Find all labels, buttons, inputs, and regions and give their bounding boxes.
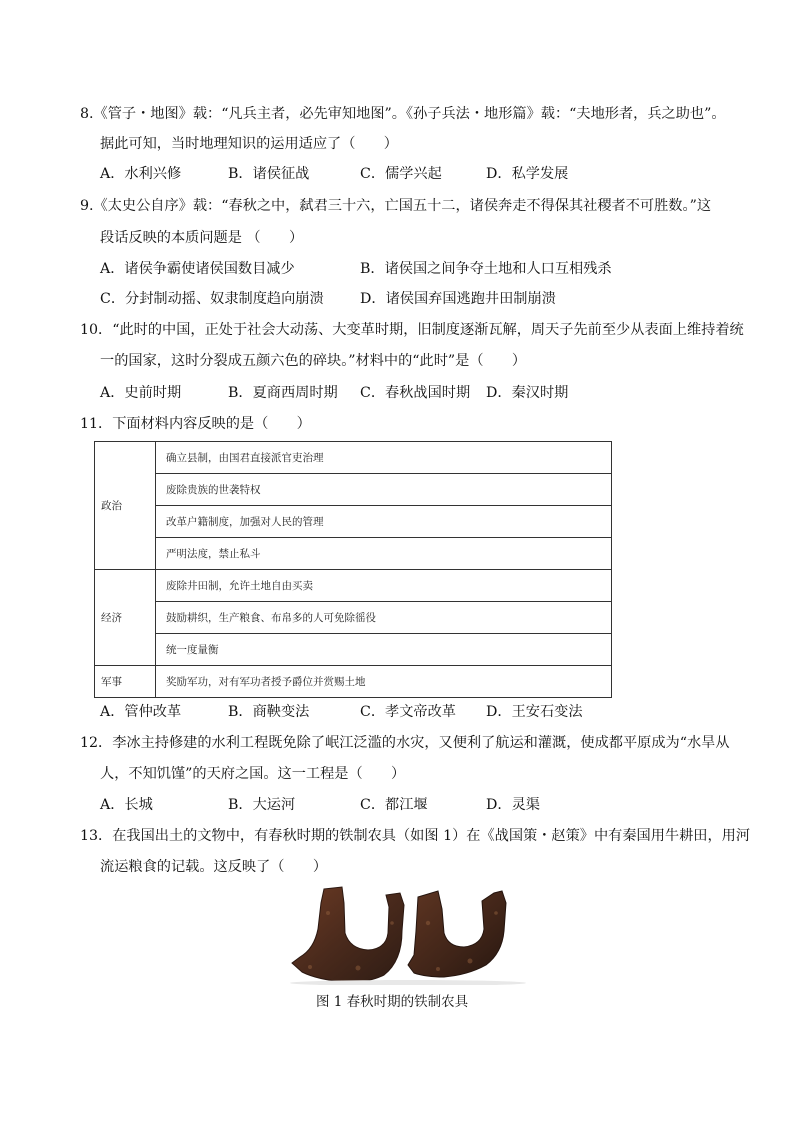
q9-stem-line2: 段话反映的本质问题是 （ ） [100, 230, 304, 246]
table-row [95, 634, 612, 666]
economy-item: 鼓励耕织，生产粮食、布帛多的人可免除徭役 [156, 602, 612, 634]
q9-option-a: A．诸侯争霸使诸侯国数目减少 [100, 261, 295, 277]
q9-option-d: D．诸侯国弃国逃跑井田制崩溃 [360, 291, 556, 307]
q12-stem-line1: 12．李冰主持修建的水利工程既免除了岷江泛滥的水灾，又便利了航运和灌溉，使成都平原成为“水旱从 [80, 735, 730, 751]
table-row [95, 602, 612, 634]
politics-category: 政治 [95, 442, 156, 570]
military-category: 军事 [95, 666, 156, 698]
politics-item: 废除贵族的世袭特权 [156, 474, 612, 506]
table-row [95, 474, 612, 506]
q12-stem-line2: 人，不知饥馑”的天府之国。这一工程是（ ） [100, 766, 406, 782]
reform-material-table [94, 441, 612, 698]
q11-option-a: A．管仲改革 [100, 704, 182, 720]
military-item: 奖励军功，对有军功者授予爵位并赏赐土地 [156, 666, 612, 698]
q9-stem-line1: 9.《太史公自序》载：“春秋之中，弑君三十六，亡国五十二，诸侯奔走不得保其社稷者不可胜数。”这 [80, 198, 712, 214]
economy-item: 统一度量衡 [156, 634, 612, 666]
economy-item: 废除井田制，允许土地自由买卖 [156, 570, 612, 602]
q9-option-c: C．分封制动摇、奴隶制度趋向崩溃 [100, 291, 324, 307]
iron-farm-tools-photo [288, 883, 532, 985]
table-row [95, 570, 612, 602]
q10-stem-line1: 10．“此时的中国，正处于社会大动荡、大变革时期，旧制度逐渐瓦解，周天子先前至少从表面上维持着统 [80, 322, 744, 338]
q11-option-b: B．商鞅变法 [228, 704, 310, 720]
q8-stem-line1: 8.《管子・地图》载：“凡兵主者，必先审知地图”。《孙子兵法・地形篇》载：“夫地形者，兵之助也”。 [80, 106, 726, 122]
economy-category: 经济 [95, 570, 156, 666]
q8-option-d: D．私学发展 [486, 166, 569, 182]
q12-option-d: D．灵渠 [486, 797, 540, 813]
q8-stem-line2: 据此可知，当时地理知识的运用适应了（ ） [100, 136, 398, 152]
politics-item: 确立县制，由国君直接派官吏治理 [156, 442, 612, 474]
q10-stem-line2: 一的国家，这时分裂成五颜六色的碎块。”材料中的“此时”是（ ） [100, 353, 527, 369]
table-row [95, 666, 612, 698]
q10-option-a: A．史前时期 [100, 385, 182, 401]
figure-caption: 图 1 春秋时期的铁制农具 [316, 994, 469, 1010]
table-row [95, 538, 612, 570]
q10-option-b: B．夏商西周时期 [228, 385, 338, 401]
q13-stem-line1: 13．在我国出土的文物中，有春秋时期的铁制农具（如图 1）在《战国策・赵策》中有秦国用牛耕田，用河 [80, 828, 751, 844]
table-row [95, 442, 612, 474]
table-row [95, 506, 612, 538]
q12-option-c: C．都江堰 [360, 797, 428, 813]
q12-option-b: B．大运河 [228, 797, 296, 813]
q10-option-c: C．春秋战国时期 [360, 385, 471, 401]
q13-stem-line2: 流运粮食的记载。这反映了（ ） [100, 859, 328, 875]
q8-option-b: B．诸侯征战 [228, 166, 310, 182]
q10-option-d: D．秦汉时期 [486, 385, 569, 401]
politics-item: 严明法度，禁止私斗 [156, 538, 612, 570]
q8-option-a: A．水利兴修 [100, 166, 182, 182]
q12-option-a: A．长城 [100, 797, 153, 813]
q11-option-c: C．孝文帝改革 [360, 704, 456, 720]
q8-option-c: C．儒学兴起 [360, 166, 442, 182]
q11-option-d: D．王安石变法 [486, 704, 583, 720]
q9-option-b: B．诸侯国之间争夺土地和人口互相残杀 [360, 261, 612, 277]
politics-item: 改革户籍制度，加强对人民的管理 [156, 506, 612, 538]
q11-stem: 11．下面材料内容反映的是（ ） [80, 416, 311, 432]
